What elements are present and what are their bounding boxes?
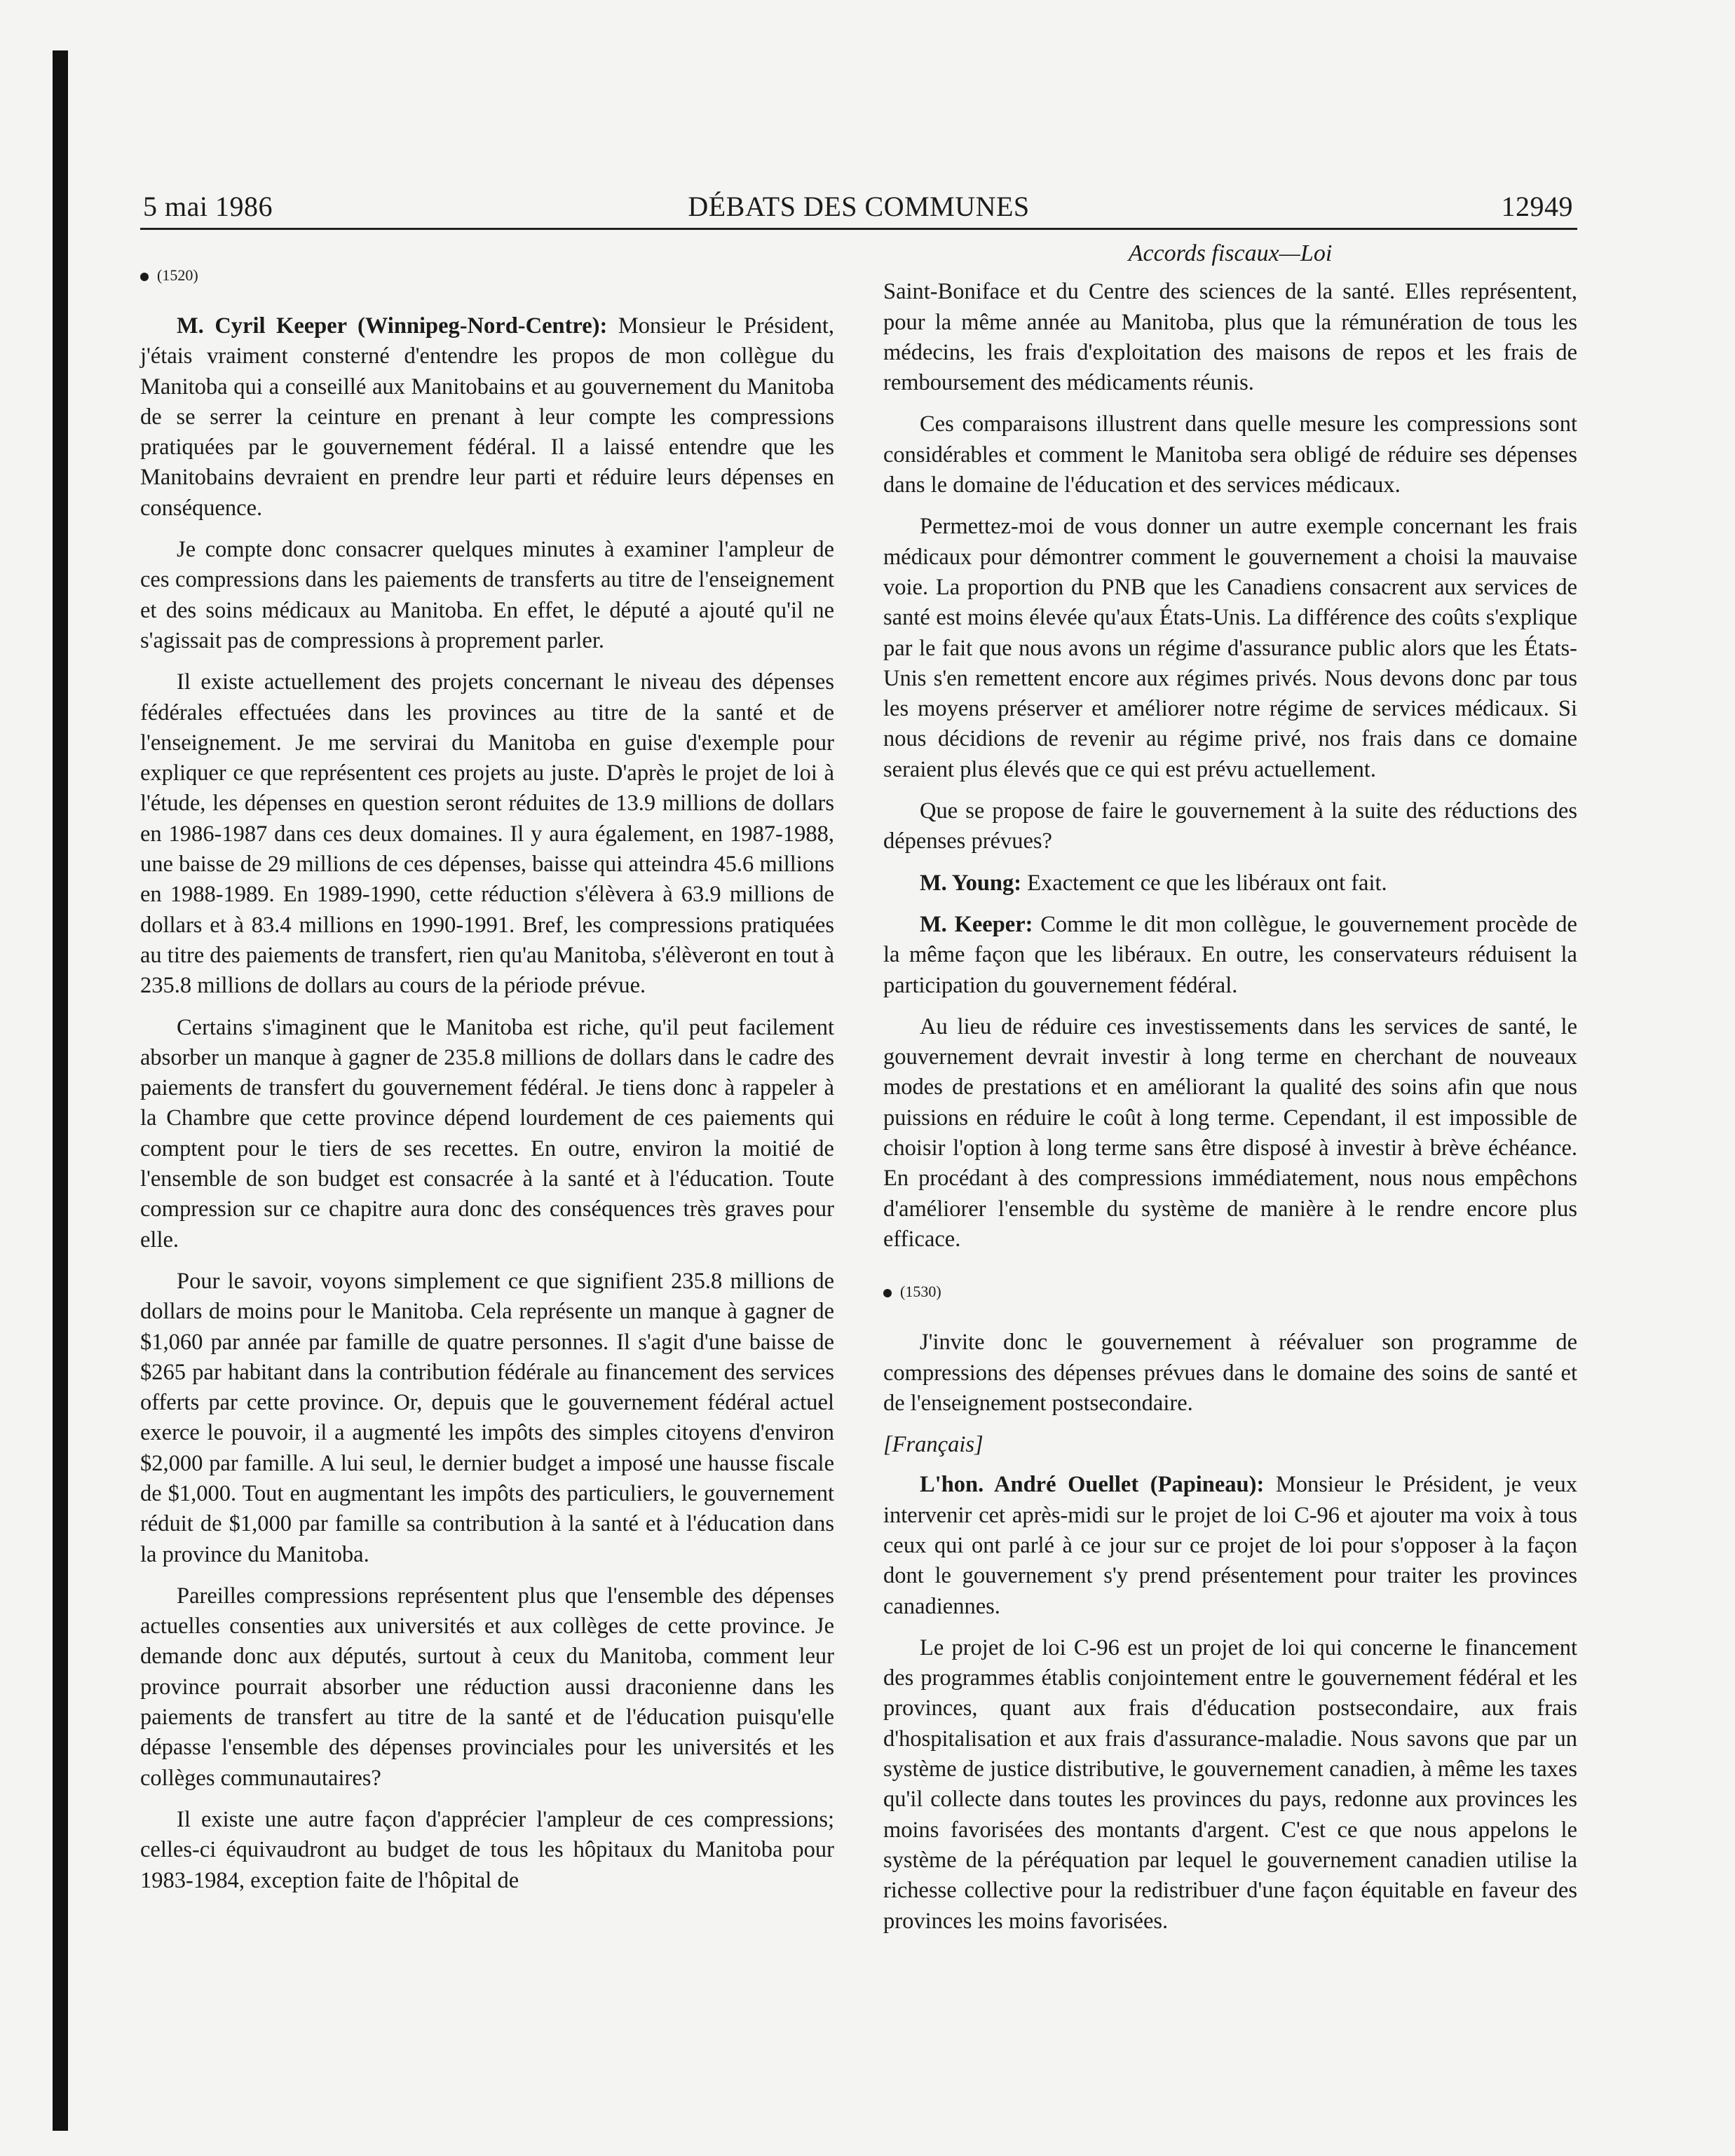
speaker-name: M. Young: bbox=[920, 870, 1022, 896]
time-marker-label: (1520) bbox=[157, 266, 198, 284]
language-note: [Français] bbox=[883, 1432, 984, 1458]
paragraph: Permettez-moi de vous donner un autre exemple concernant les frais médicaux pour démontrer comment le gouvernement a choisi la mauvaise voie. La proportion du PNB que les Canadiens consacrent aux services de santé est moins élevée qu'aux États-Unis. La différence des coûts s'explique par le fait que nous avons un régime d'assurance public alors que les États-Unis s'en remettent encore aux régimes privés. Nous devons donc par tous les moyens préserver et améliorer notre régime de services médicaux. Si nous décidions de revenir au régime privé, nos frais dans ce domaine seraient plus élevés que ce qui est prévu actuellement. bbox=[883, 514, 1577, 782]
speaker-name: M. Keeper: bbox=[920, 911, 1033, 937]
header-page-number: 12949 bbox=[1501, 191, 1573, 222]
paragraph: Certains s'imaginent que le Manitoba est riche, qu'il peut facilement absorber un manque à gagner de 235.8 millions de dollars dans le cadre des paiements de transfert du gouvernement fédéral. Je tiens donc à rappeler à la Chambre que cette province dépend lourdement de ces paiements qui comptent pour le tiers de ses recettes. En outre, environ la moitié de l'ensemble de son budget est consacrée à la santé et à l'éducation. Toute compression sur ce chapitre aura donc des conséquences très graves pour elle. bbox=[140, 1014, 834, 1253]
paragraph: Que se propose de faire le gouvernement à la suite des réductions des dépenses prévues? bbox=[883, 798, 1577, 854]
speaker-name: L'hon. André Ouellet (Papineau): bbox=[920, 1472, 1265, 1498]
header-title: DÉBATS DES COMMUNES bbox=[688, 191, 1030, 222]
paragraph: Il existe actuellement des projets concernant le niveau des dépenses fédérales effectuées dans les provinces au titre de la santé et de l'enseignement. Je me servirai du Manitoba en guise d'exemple pour expliquer ce que représentent ces projets au juste. D'après le projet de loi à l'étude, les dépenses en question seront réduites de 13.9 millions de dollars en 1986-1987 dans ces deux domaines. Il y aura également, en 1987-1988, une baisse de 29 millions de ces dépenses, baisse qui atteindra 45.6 millions en 1988-1989. En 1989-1990, cette réduction s'élèvera à 63.9 millions de dollars et à 83.4 millions en 1990-1991. Bref, les compressions pratiquées au titre des paiements de transfert, rien qu'au Manitoba, s'élèveront en tout à 235.8 millions de dollars au cours de la période prévue. bbox=[140, 669, 834, 999]
time-marker bbox=[883, 1281, 1577, 1302]
left-column bbox=[140, 238, 834, 1907]
paragraph: Je compte donc consacrer quelques minutes à examiner l'ampleur de ces compressions dans les paiements de transferts au titre de l'enseignement et des soins médicaux au Manitoba. En effet, le député a ajouté qu'il ne s'agissait pas de compressions à proprement parler. bbox=[140, 537, 834, 653]
page-header bbox=[140, 186, 1577, 230]
paragraph: L'hon. André Ouellet (Papineau): Monsieur le Président, je veux intervenir cet après-midi sur le projet de loi C-96 et ajouter ma voix à tous ceux qui ont parlé à ce jour sur ce projet de loi pour s'opposer à la façon dont le gouvernement s'y prend présentement pour traiter les provinces canadiennes. bbox=[883, 1472, 1577, 1619]
paragraph: Ces comparaisons illustrent dans quelle mesure les compressions sont considérables et comment le Manitoba sera obligé de réduire ses dépenses dans le domaine de l'éducation et des services médicaux. bbox=[883, 411, 1577, 498]
right-column bbox=[883, 238, 1577, 1948]
paragraph: Pareilles compressions représentent plus que l'ensemble des dépenses actuelles consenties aux universités et aux collèges de cette province. Je demande donc aux députés, surtout à ceux du Manitoba, comment leur province pourrait absorber une réduction aussi draconienne dans les paiements de transfert au titre de la santé et de l'éducation puisqu'elle dépasse l'ensemble des dépenses provinciales pour les universités et les collèges communautaires? bbox=[140, 1583, 834, 1791]
paragraph: Pour le savoir, voyons simplement ce que signifient 235.8 millions de dollars de moins pour le Manitoba. Cela représente un manque à gagner de $1,060 par année par famille de quatre personnes. Il s'agit d'une baisse de $265 par habitant dans la contribution fédérale au financement des services offerts par cette province. Or, depuis que le gouvernement fédéral actuel exerce le pouvoir, il a augmenté les impôts des simples citoyens d'environ $2,000 par famille. A lui seul, le dernier budget a imposé une hausse fiscale de $1,000. Tout en augmentant les impôts des particuliers, le gouvernement réduit de $1,000 par famille sa contribution à la santé et à l'éducation dans la province du Manitoba. bbox=[140, 1268, 834, 1567]
header-date: 5 mai 1986 bbox=[143, 191, 273, 222]
bullet-icon bbox=[140, 273, 149, 281]
bullet-icon bbox=[883, 1289, 892, 1297]
paragraph: M. Cyril Keeper (Winnipeg-Nord-Centre): Monsieur le Président, j'étais vraiment consterné d'entendre les propos de mon collègue du Manitoba qui a conseillé aux Manitobains et au gouvernement du Manitoba de se serrer la ceinture en prenant à leur compte les compressions pratiquées par le gouvernement fédéral. Il a laissé entendre que les Manitobains devraient en prendre leur parti et réduire leurs dépenses en conséquence. bbox=[140, 313, 835, 521]
paragraph: Au lieu de réduire ces investissements dans les services de santé, le gouvernement devrait investir à long terme en cherchant de nouveaux modes de prestations et en améliorant la qualité des soins afin que nous puissions en réduire le coût à long terme. Cependant, il est impossible de choisir l'option à long terme sans être disposé à investir à brève échéance. En procédant à des compressions immédiatement, nous nous empêchons d'améliorer l'ensemble du système de manière à le rendre encore plus efficace. bbox=[883, 1014, 1577, 1252]
speaker-name: M. Cyril Keeper (Winnipeg-Nord-Centre): bbox=[177, 313, 608, 339]
paragraph: M. Young: Exactement ce que les libéraux ont fait. bbox=[920, 870, 1387, 896]
paragraph: Le projet de loi C-96 est un projet de loi qui concerne le financement des programmes établis conjointement entre le gouvernement fédéral et les provinces, quant aux frais d'éducation postsecondaire, aux frais d'hospitalisation et aux frais d'assurance-maladie. Nous savons que par un système de justice distributive, le gouvernement canadien, à même les taxes qu'il collecte dans toutes les provinces du pays, redonne aux provinces les moins favorisées des montants d'argent. C'est ce que nous appelons le système de la péréquation par lequel le gouvernement canadien utilise la richesse collective pour la redistribuer d'une façon équitable en faveur des provinces les moins favorisées. bbox=[883, 1635, 1577, 1934]
time-marker bbox=[140, 265, 834, 286]
paragraph: Saint-Boniface et du Centre des sciences de la santé. Elles représentent, pour la même année au Manitoba, plus que la rémunération de tous les médecins, les frais d'exploitation des maisons de repos et les frais de remboursement des médicaments réunis. bbox=[883, 279, 1577, 396]
paragraph: M. Keeper: Comme le dit mon collègue, le gouvernement procède de la même façon que les libéraux. En outre, les conservateurs réduisent la participation du gouvernement fédéral. bbox=[883, 911, 1577, 998]
paragraph: J'invite donc le gouvernement à réévaluer son programme de compressions des dépenses prévues dans le domaine des soins de santé et de l'enseignement postsecondaire. bbox=[883, 1330, 1577, 1416]
running-title: Accords fiscaux—Loi bbox=[1128, 240, 1333, 266]
scan-edge-bar bbox=[53, 50, 68, 2131]
time-marker-label: (1530) bbox=[900, 1283, 941, 1301]
paragraph: Il existe une autre façon d'apprécier l'ampleur de ces compressions; celles-ci équivaudront au budget de tous les hôpitaux du Manitoba pour 1983-1984, exception faite de l'hôpital de bbox=[140, 1806, 834, 1893]
